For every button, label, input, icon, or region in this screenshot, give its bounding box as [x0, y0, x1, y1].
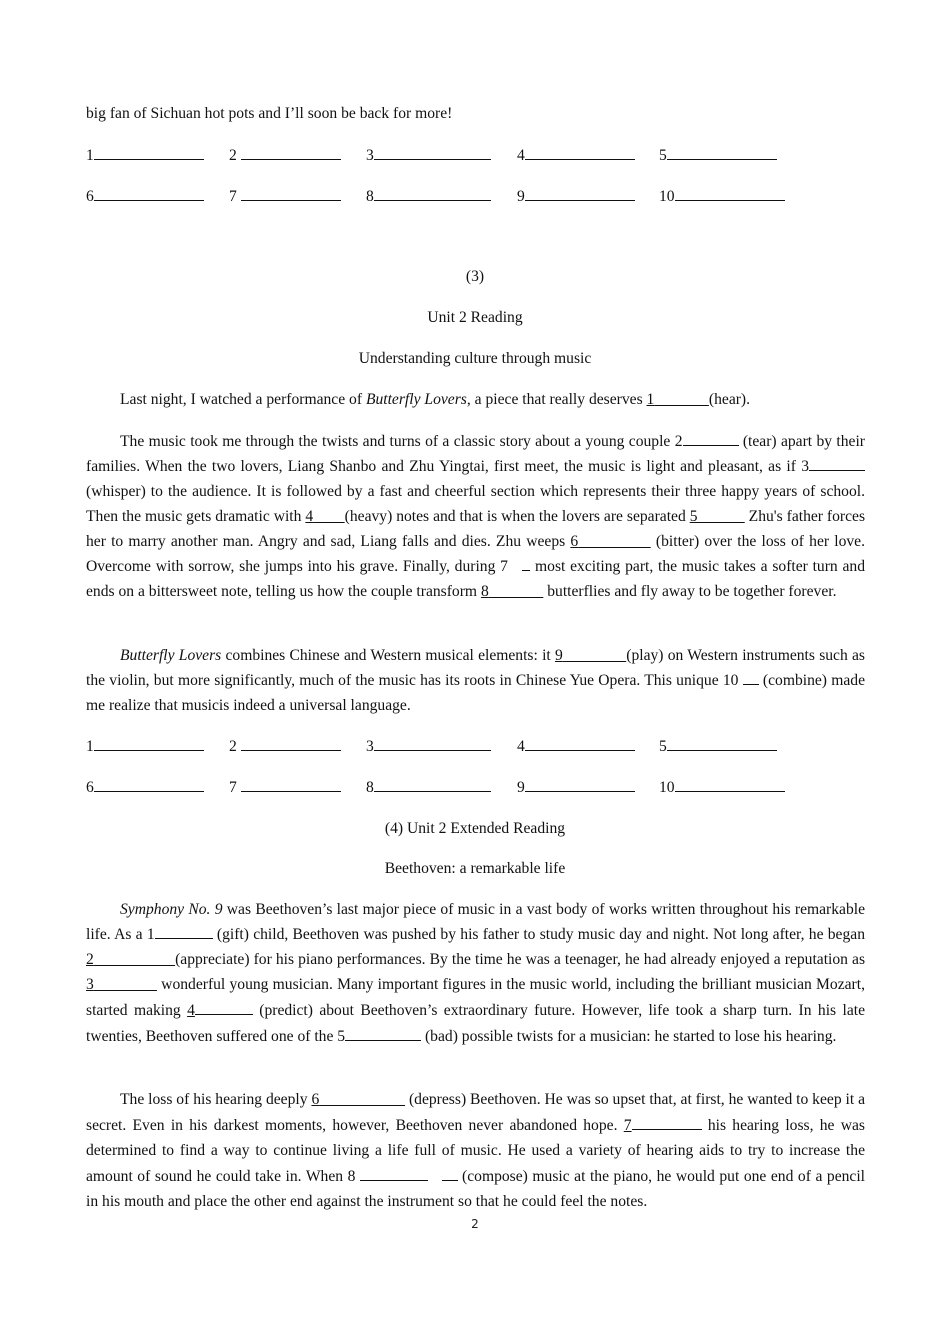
blank-10[interactable]: [743, 668, 759, 685]
blank-8[interactable]: 8: [480, 583, 489, 600]
section3-paragraph-2: The music took me through the twists and turns of a classic story about a young couple 2 (tear) apart by their families. When the two lovers, Liang Shanbo and Zhu Yingtai, first meet, the music is light and pleasant, as if 3(whisper) to the audience. It is followed by a fast and cheerful section which represents their three happy years of school. Then the music gets dramatic with 4 (heavy) notes and that is when the lovers are separated 5 Zhu's father forces her to marry another man. Angry and sad, Liang falls and dies. Zhu weeps 6 (bitter) over the loss of her love. Overcome with sorrow, she jumps into his grave. Finally, during 7 most exciting part, the music takes a softer turn and ends on a bittersweet note, telling us how the couple transform 8 butterflies and fly away to be together forever.: [86, 428, 865, 604]
blank-7[interactable]: 7: [623, 1117, 632, 1134]
answer-row-3: [86, 733, 886, 758]
work-title: Symphony No. 9: [120, 901, 223, 918]
section4-paragraph-2: The loss of his hearing deeply 6 (depress) Beethoven. He was so upset that, at first, he wanted to keep it a secret. Even in his darkest moments, however, Beethoven never abandoned hope. 7 his hearing loss, he was determined to find a way to continue living a life full of music. He used a variety of hearing aids to try to increase the amount of sound he could take in. When 8 (compose) music at the piano, he would put one end of a pencil in his mouth and place the other end against the instrument so that he could feel the notes.: [86, 1091, 866, 1210]
answer-blank-10[interactable]: 10: [659, 183, 785, 209]
blank-6[interactable]: 6: [311, 1091, 320, 1108]
blank-4[interactable]: 4: [305, 508, 314, 525]
blank-1[interactable]: [155, 922, 213, 939]
answer-blank-6[interactable]: 6: [86, 774, 204, 800]
answer-blank-9[interactable]: 9: [517, 774, 635, 800]
answer-blank-2[interactable]: 2: [229, 142, 341, 168]
blank-4[interactable]: 4: [187, 1002, 195, 1019]
blank-9[interactable]: 9: [554, 647, 563, 664]
blank-3[interactable]: 3: [86, 976, 94, 993]
answer-blank-9[interactable]: 9: [517, 183, 635, 209]
answer-row-1: [86, 142, 886, 167]
section4-heading: (4) Unit 2 Extended Reading: [384, 820, 566, 837]
answer-blank-2[interactable]: 2: [229, 733, 341, 759]
blank-1[interactable]: 1: [646, 391, 655, 408]
answer-blank-8[interactable]: 8: [366, 774, 491, 800]
answer-blank-3[interactable]: 3: [366, 733, 491, 759]
blank-3[interactable]: [809, 454, 865, 471]
work-title: Butterfly Lovers: [365, 391, 467, 408]
answer-blank-10[interactable]: 10: [659, 774, 785, 800]
answer-blank-6[interactable]: 6: [86, 183, 204, 209]
work-title: Butterfly Lovers: [120, 647, 222, 664]
section3-paragraph-3: Butterfly Lovers combines Chinese and Western musical elements: it 9 (play) on Western instruments such as the violin, but more significantly, much of the music has its roots in Chinese Yue Opera. This unique 10 (combine) made me realize that musicis indeed a universal language.: [86, 647, 865, 714]
answer-row-2: [86, 183, 886, 208]
blank-5[interactable]: 5: [689, 508, 698, 525]
answer-blank-3[interactable]: 3: [366, 142, 491, 168]
page-number: 2: [471, 1217, 479, 1231]
answer-blank-1[interactable]: 1: [86, 142, 204, 168]
section3-paragraph-1: Last night, I watched a performance of Butterfly Lovers, a piece that really deserves 1 (hear).: [120, 391, 751, 408]
answer-blank-4[interactable]: 4: [517, 142, 635, 168]
blank-6[interactable]: 6: [570, 533, 579, 550]
answer-blank-5[interactable]: 5: [659, 142, 777, 168]
answer-blank-4[interactable]: 4: [517, 733, 635, 759]
answer-blank-7[interactable]: 7: [229, 183, 341, 209]
section4-title: Beethoven: a remarkable life: [384, 860, 566, 877]
section4-paragraph-1: Symphony No. 9 was Beethoven’s last major piece of music in a vast body of works written throughout his remarkable life. As a 1 (gift) child, Beethoven was pushed by his father to study music day and night. Not long after, he began 2 (appreciate) for his piano performances. By the time he was a teenager, he had already enjoyed a reputation as 3 wonderful young musician. Many important figures in the music world, including the brilliant musician Mozart, started making 4 (predict) about Beethoven’s extraordinary future. However, life took a sharp turn. In his late twenties, Beethoven suffered one of the 5 (bad) possible twists for a musician: he started to lose his hearing.: [86, 901, 866, 1045]
section3-label: (3): [465, 268, 485, 285]
answer-blank-5[interactable]: 5: [659, 733, 777, 759]
answer-blank-7[interactable]: 7: [229, 774, 341, 800]
section3-unit: Unit 2 Reading: [427, 309, 523, 326]
answer-row-4: [86, 774, 886, 799]
section3-title: Understanding culture through music: [358, 350, 592, 367]
answer-blank-1[interactable]: 1: [86, 733, 204, 759]
blank-2[interactable]: 2: [86, 951, 94, 968]
answer-blank-8[interactable]: 8: [366, 183, 491, 209]
intro-tail-text: big fan of Sichuan hot pots and I’ll soon be back for more!: [86, 105, 453, 122]
blank-8[interactable]: [360, 1163, 428, 1181]
blank-5[interactable]: [345, 1023, 421, 1041]
blank-2[interactable]: [683, 428, 739, 446]
